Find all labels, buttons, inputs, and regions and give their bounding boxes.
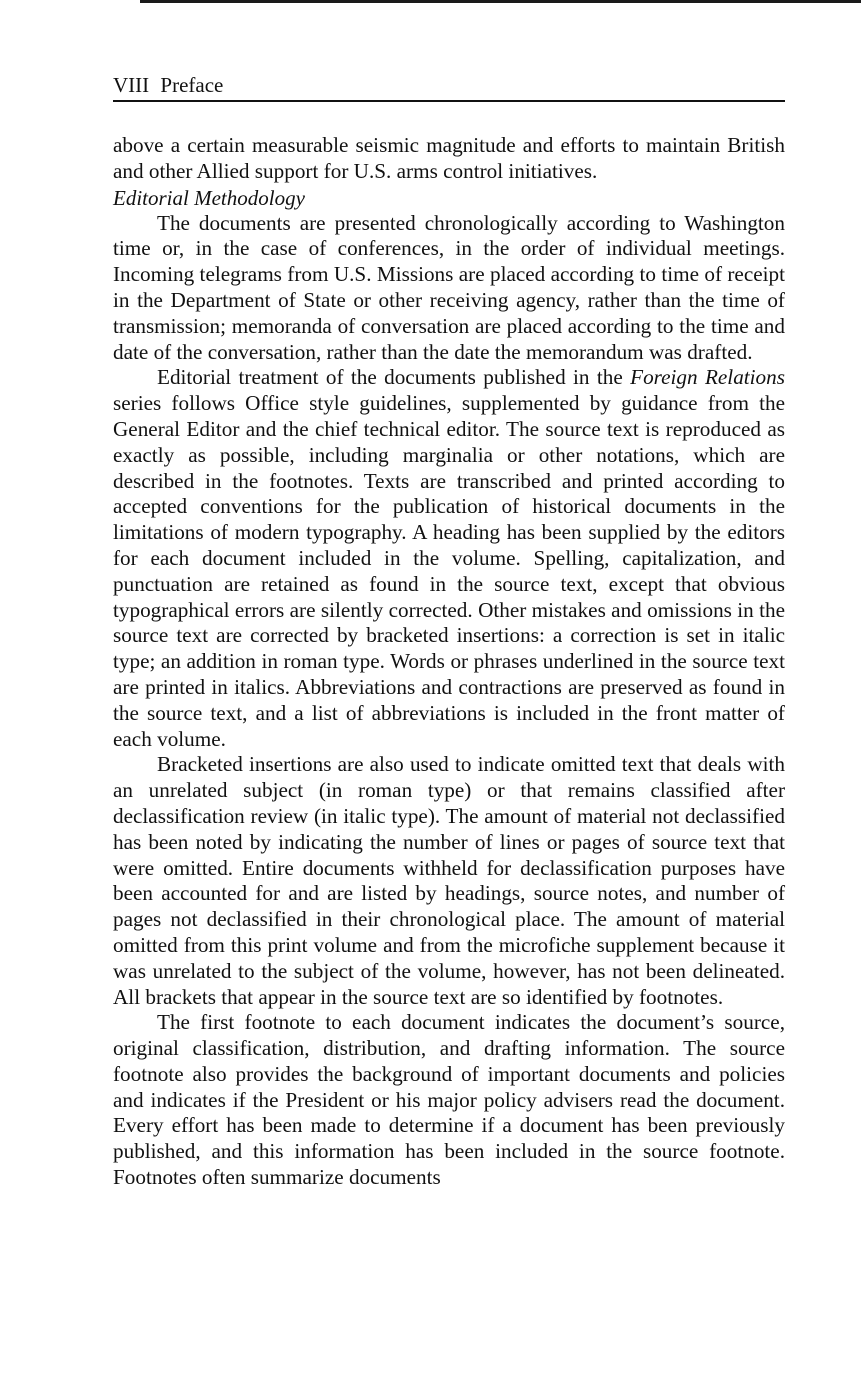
paragraph-bracketed-insertions: Bracketed insertions are also used to indicate omitted text that deals with an unrelated subject (in roman type) or that remains classified after declassification review (in italic type). The amount of material not declassified has been noted by indicating the number of lines or pages of source text that were omitted. Entire documents withheld for declassification purposes have been accounted for and are listed by headings, source notes, and number of pages not declassified in their chronological place. The amount of material omitted from this print volume and from the microfiche supplement because it was unrelated to the subject of the volume, however, has not been delineated. All brackets that appear in the source text are so identified by footnotes. — [113, 752, 785, 1009]
document-page — [113, 70, 785, 1191]
running-head — [113, 70, 785, 100]
paragraph-chronology: The documents are presented chronologically according to Washington time or, in the case of conferences, in the order of individual meetings. Incoming telegrams from U.S. Missions are placed according to time of receipt in the Department of State or other receiving agency, rather than the time of transmission; memoranda of conversation are placed according to the time and date of the conversation, rather than the date the memorandum was drafted. — [113, 210, 785, 364]
paragraph-text: series follows Office style guidelines, supplemented by guidance from the General Editor and the chief technical editor. The source text is reproduced as exactly as possible, including marginalia or other notations, which are described in the footnotes. Texts are transcribed and printed according to accepted conventions for the publication of historical documents in the limitations of modern typography. A heading has been supplied by the editors for each document included in the volume. Spelling, capitalization, and punctuation are retained as found in the source text, except that obvious typographical errors are silently corrected. Other mistakes and omissions in the source text are corrected by bracketed insertions: a correction is set in italic type; an addition in roman type. Words or phrases underlined in the source text are printed in italics. Abbreviations and contractions are preserved as found in the source text, and a list of abbreviations is included in the front matter of each volume. — [113, 391, 785, 751]
paragraph-source-footnote: The first footnote to each document indicates the document’s source, original classification, distribution, and drafting information. The source footnote also provides the background of important documents and policies and indicates if the President or his major policy advisers read the document. Every effort has been made to determine if a document has been previously published, and this information has been included in the source footnote. Footnotes often summarize documents — [113, 1010, 785, 1190]
paragraph-editorial-treatment — [113, 365, 785, 752]
body-text — [113, 133, 785, 1191]
section-heading-editorial-methodology: Editorial Methodology — [113, 185, 305, 210]
series-title-italic: Foreign Relations — [630, 365, 785, 390]
paragraph-text: Editorial treatment of the documents published in the — [157, 365, 631, 390]
continued-paragraph: above a certain measurable seismic magnitude and efforts to maintain British and other Allied support for U.S. arms control initiatives. — [113, 133, 785, 183]
page-top-edge-shadow — [140, 0, 861, 3]
running-head-title: Preface — [160, 73, 224, 97]
running-head-rule — [113, 100, 785, 102]
page-number: VIII — [113, 73, 150, 97]
